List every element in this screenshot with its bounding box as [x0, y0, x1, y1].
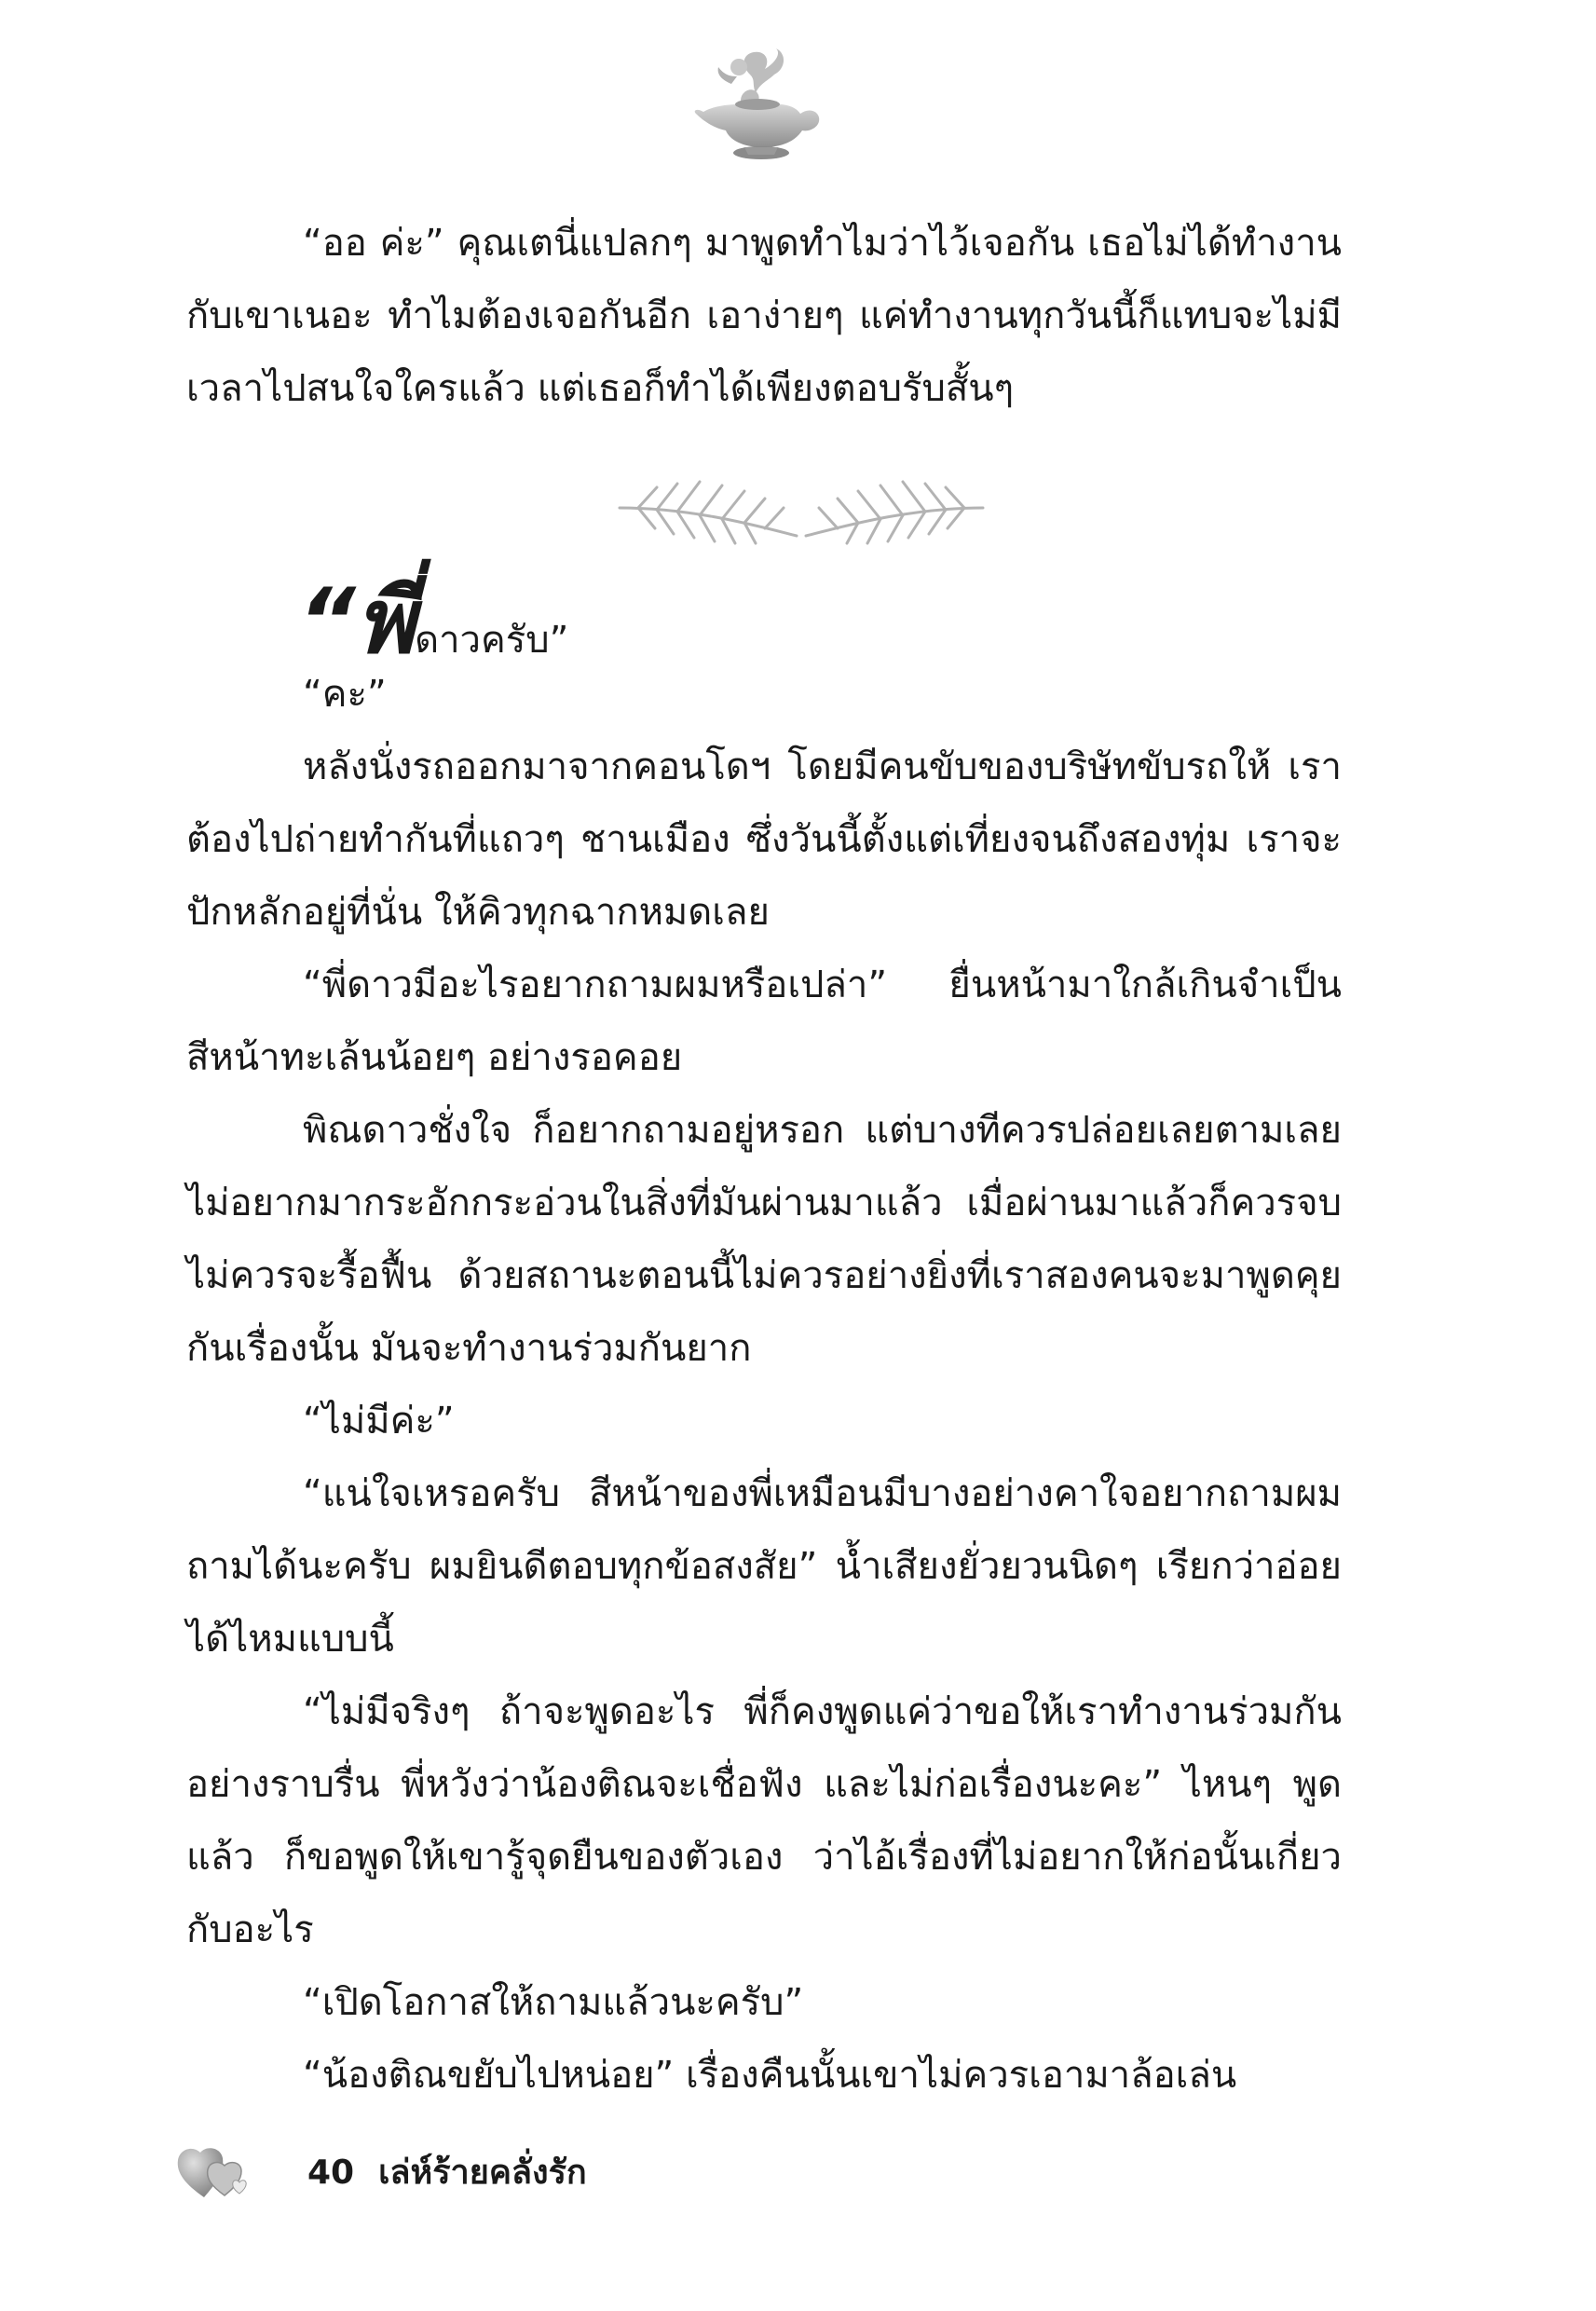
drop-cap-rest: ดาวครับ”: [415, 619, 569, 662]
paragraph: “ไม่มีค่ะ”: [303, 1400, 455, 1443]
paragraph: “ออ ค่ะ” คุณเตนี่แปลกๆ มาพูดทำไมว่าไว้เจอกัน เธอไม่ได้ทำงานกับเขาเนอะ ทำไมต้องเจอกันอีก เอาง่ายๆ แค่ทำงานทุกวันนี้ก็แทบจะไม่มีเวลาไปสนใจใครแล้ว แต่เธอก็ทำได้เพียงตอบรับสั้นๆ: [186, 222, 1342, 410]
paragraph: “แน่ใจเหรอครับ สีหน้าของพี่เหมือนมีบางอย่างคาใจอยากถามผม ถามได้นะครับ ผมยินดีตอบทุกข้อสงสัย” น้ำเสียงยั่วยวนนิดๆ เรียกว่าอ่อยได้ไหมแบบนี้: [186, 1472, 1342, 1661]
page-number: 40: [307, 2154, 355, 2192]
footer-text: [307, 2151, 611, 2195]
paragraph: พิณดาวชั่งใจ ก็อยากถามอยู่หรอก แต่บางทีควรปล่อยเลยตามเลย ไม่อยากมากระอักกระอ่วนในสิ่งที่มันผ่านมาแล้ว เมื่อผ่านมาแล้วก็ควรจบ ไม่ควรจะรื้อฟื้น ด้วยสถานะตอนนี้ไม่ควรอย่างยิ่งที่เราสองคนจะมาพูดคุยกันเรื่องนั้น มันจะทำงานร่วมกันยาก: [186, 1109, 1342, 1370]
paragraph: “คะ”: [303, 673, 387, 716]
paragraph: “น้องติณขยับไปหน่อย” เรื่องคืนนั้นเขาไม่ควรเอามาล้อเล่น: [303, 2054, 1237, 2097]
book-title: เล่ห์ร้ายคลั่งรัก: [378, 2154, 587, 2192]
paragraph-group-main: [186, 658, 1342, 2112]
paragraph: “ไม่มีจริงๆ ถ้าจะพูดอะไร พี่ก็คงพูดแค่ว่าขอให้เราทำงานร่วมกันอย่างราบรื่น พี่หวังว่าน้องติณจะเชื่อฟัง และไม่ก่อเรื่องนะคะ” ไหนๆ พูดแล้ว ก็ขอพูดให้เขารู้จุดยืนของตัวเอง ว่าไอ้เรื่องที่ไม่อยากให้ก่อนั้นเกี่ยวกับอะไร: [186, 1690, 1342, 1951]
drop-cap: “พี่: [298, 569, 416, 674]
page-footer: [172, 2140, 731, 2205]
hearts-icon: [172, 2140, 261, 2205]
paragraph: หลังนั่งรถออกมาจากคอนโดฯ โดยมีคนขับของบริษัทขับรถให้ เราต้องไปถ่ายทำกันที่แถวๆ ชานเมือง ซึ่งวันนี้ตั้งแต่เที่ยงจนถึงสองทุ่ม เราจะปักหลักอยู่ที่นั่น ให้คิวทุกฉากหมดเลย: [186, 745, 1342, 934]
paragraph-group-top: [186, 207, 1342, 425]
genie-lamp-icon: [685, 47, 825, 168]
paragraph: “พี่ดาวมีอะไรอยากถามผมหรือเปล่า” ยื่นหน้ามาใกล้เกินจำเป็น สีหน้าทะเล้นน้อยๆ อย่างรอคอย: [186, 964, 1342, 1079]
feather-divider-icon: [610, 471, 992, 554]
paragraph: “เปิดโอกาสให้ถามแล้วนะครับ”: [303, 1981, 804, 2024]
